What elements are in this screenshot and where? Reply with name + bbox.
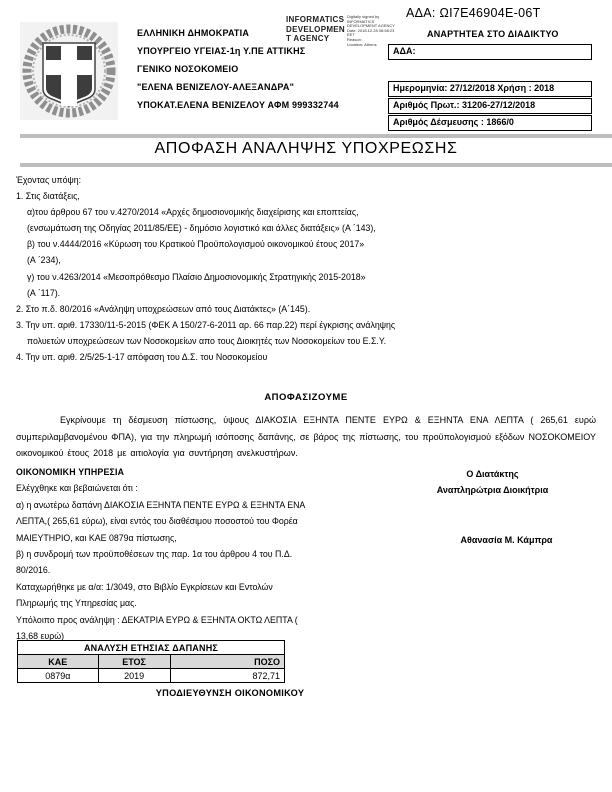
finance-line: α) η ανωτέρω δαπάνη ΔΙΑΚΟΣΙΑ ΕΞΗΝΤΑ ΠΕΝΤΕ ΕΥΡΩ & ΕΞΗΝΤΑ ΕΝΑ	[16, 499, 306, 510]
digital-signature-details	[347, 15, 409, 47]
org-line-ministry: ΥΠΟΥΡΓΕΙΟ ΥΓΕΙΑΣ-1η Υ.ΠΕ ΑΤΤΙΚΗΣ	[137, 46, 306, 56]
finance-line: β) η συνδρομή των προϋποθέσεων της παρ. 1α του άρθρου 4 του Π.Δ.	[16, 549, 293, 560]
signatory-role: Ο Διατάκτης	[466, 469, 519, 479]
cell-kae: 0879α	[18, 669, 99, 683]
ada-box: ΑΔΑ:	[388, 44, 592, 60]
coat-of-arms-graphic	[20, 22, 118, 120]
signatory-block	[390, 466, 595, 548]
finance-line: 13,68 ευρώ)	[16, 631, 64, 642]
footer-department: ΥΠΟΔΙΕΥΘΥΝΣΗ ΟΙΚΟΝΟΜΙΚΟΥ	[155, 688, 305, 698]
preamble-item: 1. Στις διατάξεις,	[16, 191, 80, 202]
stamp-detail-line: EET	[347, 32, 355, 38]
commitment-number-box: Αριθμός Δέσμευσης : 1866/0	[388, 115, 592, 131]
table-title: ΑΝΑΛΥΣΗ ΕΤΗΣΙΑΣ ΔΑΠΑΝΗΣ	[18, 641, 285, 655]
table-row	[18, 669, 285, 683]
org-line-republic: ΕΛΛΗΝΙΚΗ ΔΗΜΟΚΡΑΤΙΑ	[137, 28, 250, 38]
signatory-role-detail: Αναπληρώτρια Διοικήτρια	[436, 485, 549, 496]
stamp-detail-line: Location: Athens	[347, 41, 377, 47]
stamp-detail-line: INFORMATICS	[347, 18, 375, 24]
digital-signature-stamp	[286, 15, 346, 44]
org-line-branch-afm: ΥΠΟΚΑΤ.ΕΛΕΝΑ ΒΕΝΙΖΕΛΟΥ ΑΦΜ 999332744	[137, 100, 339, 110]
stamp-agency-line: DEVELOPMEN	[286, 24, 346, 34]
date-box: Ημερομηνία: 27/12/2018 Χρήση : 2018	[388, 81, 592, 97]
col-header-kae: ΚΑΕ	[18, 655, 99, 669]
preamble-item: (ενσωμάτωση της Οδηγίας 2011/85/ΕΕ) - δημόσιο λογιστικό και άλλες διατάξεις» (Α ΄143),	[27, 223, 376, 234]
preamble-section	[16, 172, 596, 365]
preamble-item: β) του ν.4444/2016 «Κύρωση του Κρατικού Προϋπολογισμού οικονομικού έτους 2017»	[27, 239, 365, 250]
page-title: ΑΠΟΦΑΣΗ ΑΝΑΛΗΨΗΣ ΥΠΟΧΡΕΩΣΗΣ	[154, 140, 458, 157]
preamble-item: α)του άρθρου 67 του ν.4270/2014 «Αρχές δημοσιονομικής διαχείρισης και εποπτείας,	[27, 207, 359, 218]
preamble-intro: Έχοντας υπόψη:	[16, 175, 82, 185]
org-line-hospital: ΓΕΝΙΚΟ ΝΟΣΟΚΟΜΕΙΟ	[137, 64, 239, 74]
greek-coat-of-arms	[20, 22, 118, 120]
finance-line: Ελέγχθηκε και βεβαιώνεται ότι :	[16, 483, 138, 494]
preamble-item: 2. Στο π.δ. 80/2016 «Ανάληψη υποχρεώσεων από τους Διατάκτες» (Α΄145).	[16, 303, 311, 314]
finance-line: 80/2016.	[16, 565, 51, 576]
annual-expense-table	[17, 640, 285, 683]
cell-etos: 2019	[98, 669, 170, 683]
table-header-row	[18, 655, 285, 669]
ada-code-header: ΑΔΑ: ΩΙ7Ε46904Ε-06Τ	[406, 6, 541, 20]
stamp-agency-line: INFORMATICS	[286, 15, 345, 24]
table-title-row	[18, 641, 285, 655]
stamp-detail-line: Reason:	[347, 36, 362, 42]
stamp-agency-line: T AGENCY	[286, 34, 330, 43]
stamp-detail-line: Date: 2018.12.28 08:58:23	[347, 27, 395, 33]
divider-bar-bottom	[20, 163, 612, 167]
finance-line: Πληρωμής της Υπηρεσίας μας.	[16, 598, 137, 609]
signatory-name: Αθανασία Μ. Κάμπρα	[460, 534, 553, 545]
stamp-detail-line: DEVELOPMENT AGENCY	[347, 23, 395, 29]
decision-heading: ΑΠΟΦΑΣΙΖΟΥΜΕ	[264, 392, 348, 403]
preamble-item: 3. Την υπ. αριθ. 17330/11-5-2015 (ΦΕΚ Α 150/27-6-2011 αρ. 66 παρ.22) περί έγκρισης ανάληψης	[16, 319, 396, 330]
divider-bar-top	[20, 134, 612, 138]
col-header-poso: ΠΟΣΟ	[170, 655, 284, 669]
finance-service-heading: ΟΙΚΟΝΟΜΙΚΗ ΥΠΗΡΕΣΙΑ	[16, 467, 125, 477]
protocol-number-box: Αριθμός Πρωτ.: 31206-27/12/2018	[388, 98, 592, 114]
org-line-hospital-name: "ΕΛΕΝΑ ΒΕΝΙΖΕΛΟΥ-ΑΛΕΞΑΝΔΡΑ"	[137, 82, 295, 92]
finance-line: ΜΑΙΕΥΤΗΡΙΟ, και ΚΑΕ 0879α πίστωσης,	[16, 532, 177, 543]
stamp-detail-line: Digitally signed by	[347, 14, 380, 19]
preamble-item: γ) του ν.4263/2014 «Μεσοπρόθεσμο Πλαίσιο Δημοσιονομικής Στρατηγικής 2015-2018»	[27, 271, 366, 282]
anartitea-label: ΑΝΑΡΤΗΤΕΑ ΣΤΟ ΔΙΑΔΙΚΤΥΟ	[427, 29, 559, 39]
col-header-etos: ΕΤΟΣ	[98, 655, 170, 669]
decision-body-paragraph: Εγκρίνουμε τη δέσμευση πίστωσης, ύψους ΔΙΑΚΟΣΙΑ ΕΞΗΝΤΑ ΠΕΝΤΕ ΕΥΡΩ & ΕΞΗΝΤΑ ΕΝΑ ΛΕΠΤΑ ( 265,61 ευρώ συμπεριλαμβανομένου ΦΠΑ), για την πληρωμή ισόποσης δαπάνης, σε βάρος της πίστωσης, του προϋπολογισμού εξόδων ΝΟΣΟΚΟΜΕΙΟΥ οικονομικού έτους 2018 με αιτιολογία για συντήρηση ανελκυστήρων.	[16, 415, 596, 459]
finance-line: ΛΕΠΤΑ,( 265,61 εύρω), είναι εντός του διαθέσιμου ποσοστού του Φορέα	[16, 516, 298, 527]
finance-line: Καταχωρήθηκε με α/α: 1/3049, στο Βιβλίο Εγκρίσεων και Εντολών	[16, 581, 273, 592]
finance-service-section	[16, 464, 361, 644]
preamble-item: 4. Την υπ. αριθ. 2/5/25-1-17 απόφαση του Δ.Σ. του Νοσοκομείου	[16, 352, 268, 363]
cell-poso: 872,71	[170, 669, 284, 683]
preamble-item: πολυετών υποχρεώσεων των Νοσοκομείων απο τους Διοικητές των Νοσοκομείων του Ε.Σ.Υ.	[27, 335, 387, 346]
preamble-item: (Α ΄117).	[27, 287, 61, 298]
finance-line: Υπόλοιπο προς ανάληψη : ΔΕΚΑΤΡΙΑ ΕΥΡΩ & ΕΞΗΝΤΑ ΟΚΤΩ ΛΕΠΤΑ (	[16, 614, 298, 625]
preamble-item: (Α ΄234),	[27, 255, 61, 266]
